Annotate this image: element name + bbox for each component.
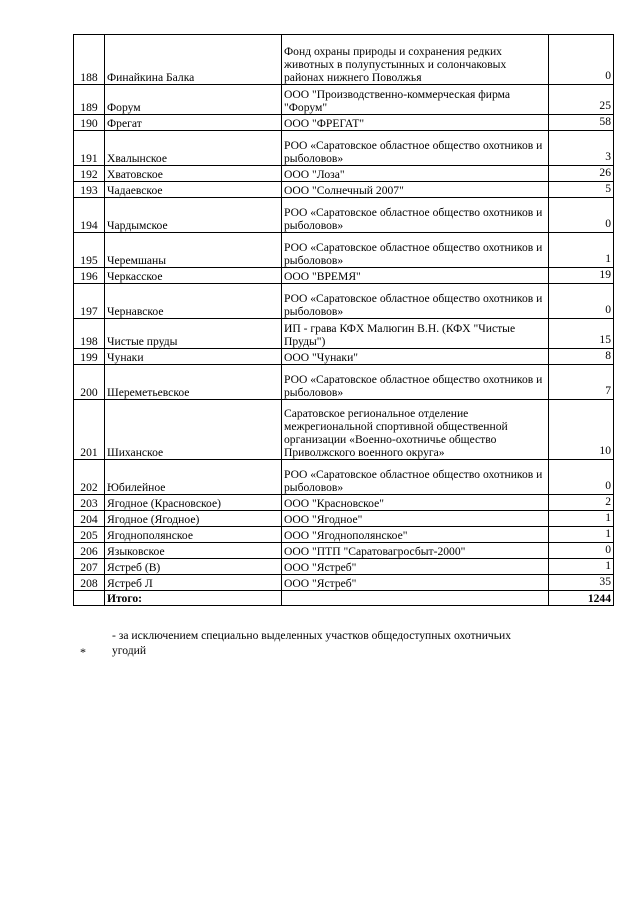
organization: ООО "Ястреб" [282,575,549,591]
count-value: 15 [599,333,611,346]
organization: ООО "Ягодное" [282,511,549,527]
count-value: 0 [605,543,611,556]
count-value: 3 [605,150,611,163]
table-row [74,575,614,591]
row-number: 207 [74,559,105,575]
ground-name: Форум [105,85,282,115]
count-value: 7 [605,384,611,397]
count-value: 25 [599,99,611,112]
row-number: 188 [74,35,105,85]
row-number: 200 [74,365,105,400]
table-row [74,182,614,198]
organization: ООО "ВРЕМЯ" [282,268,549,284]
table-row [74,349,614,365]
table-row [74,115,614,131]
count-value: 2 [605,495,611,508]
organization: РОО «Саратовское областное общество охотников и рыболовов» [282,131,549,166]
row-number: 190 [74,115,105,131]
ground-name: Черкасское [105,268,282,284]
table-row [74,495,614,511]
count-value: 19 [599,268,611,281]
organization: ООО "Солнечный 2007" [282,182,549,198]
ground-name: Хвалынское [105,131,282,166]
ground-name: Фрегат [105,115,282,131]
count-value: 0 [605,303,611,316]
ground-name: Хватовское [105,166,282,182]
count-cell [549,460,614,495]
total-count: 1244 [587,591,611,605]
row-number: 205 [74,527,105,543]
count-cell [549,400,614,460]
ground-name: Чардымское [105,198,282,233]
organization: РОО «Саратовское областное общество охотников и рыболовов» [282,365,549,400]
table-row [74,527,614,543]
ground-name: Ястреб Л [105,575,282,591]
table-row [74,35,614,85]
organization: РОО «Саратовское областное общество охотников и рыболовов» [282,233,549,268]
total-row [74,591,614,606]
count-cell [549,543,614,559]
count-cell [549,182,614,198]
count-value: 10 [599,444,611,457]
count-value: 0 [605,217,611,230]
table-row [74,268,614,284]
ground-name: Ягоднополянское [105,527,282,543]
count-value: 58 [599,115,611,128]
ground-name: Чернавское [105,284,282,319]
ground-name: Финайкина Балка [105,35,282,85]
table-row [74,319,614,349]
ground-name: Чунаки [105,349,282,365]
ground-name: Черемшаны [105,233,282,268]
table-row [74,365,614,400]
organization: Фонд охраны природы и сохранения редких животных в полупустынных и солончаковых районах нижнего Поволжья [282,35,549,85]
table-row [74,131,614,166]
count-value: 1 [605,527,611,540]
table-row [74,233,614,268]
organization: ИП - грава КФХ Малюгин В.Н. (КФХ "Чистые Пруды") [282,319,549,349]
row-number: 198 [74,319,105,349]
count-value: 26 [599,166,611,179]
count-value: 1 [605,511,611,524]
row-number: 193 [74,182,105,198]
row-number: 202 [74,460,105,495]
count-cell [549,495,614,511]
organization: ООО "ФРЕГАТ" [282,115,549,131]
row-number: 206 [74,543,105,559]
hunting-grounds-table [73,34,614,606]
footnote-text: - за исключением специально выделенных участков общедоступных охотничьих угодий [112,629,512,657]
count-value: 1 [605,559,611,572]
row-number: 197 [74,284,105,319]
row-number: 194 [74,198,105,233]
count-cell [549,115,614,131]
row-number: 199 [74,349,105,365]
count-value: 0 [605,69,611,82]
row-number: 195 [74,233,105,268]
ground-name: Ягодное (Ягодное) [105,511,282,527]
organization: ООО "Ягоднополянское" [282,527,549,543]
footnote-marker: * [80,645,86,659]
table-row [74,198,614,233]
count-value: 0 [605,479,611,492]
table-row [74,460,614,495]
ground-name: Языковское [105,543,282,559]
count-value: 8 [605,349,611,362]
row-number: 191 [74,131,105,166]
ground-name: Ягодное (Красновское) [105,495,282,511]
count-cell [549,85,614,115]
row-number: 208 [74,575,105,591]
count-cell [549,131,614,166]
ground-name: Чистые пруды [105,319,282,349]
table-row [74,543,614,559]
total-label: Итого: [105,591,282,606]
row-number: 192 [74,166,105,182]
count-cell [549,319,614,349]
organization: ООО "ПТП "Саратовагросбыт-2000" [282,543,549,559]
count-cell [549,527,614,543]
count-value: 1 [605,252,611,265]
organization: РОО «Саратовское областное общество охотников и рыболовов» [282,460,549,495]
table-row [74,511,614,527]
row-number: 204 [74,511,105,527]
count-cell [549,166,614,182]
total-num-cell [74,591,105,606]
table-body [74,35,614,606]
organization: Саратовское региональное отделение межрегиональной спортивной общественной организации «Военно-охотничье общество Приволжского военного округа» [282,400,549,460]
count-cell [549,233,614,268]
ground-name: Ястреб (В) [105,559,282,575]
table-row [74,559,614,575]
count-cell [549,365,614,400]
total-count-cell [549,591,614,606]
row-number: 203 [74,495,105,511]
table-row [74,400,614,460]
organization: ООО "Ястреб" [282,559,549,575]
table-row [74,284,614,319]
count-cell [549,35,614,85]
row-number: 201 [74,400,105,460]
ground-name: Юбилейное [105,460,282,495]
total-org-cell [282,591,549,606]
row-number: 196 [74,268,105,284]
count-value: 5 [605,182,611,195]
organization: ООО "Производственно-коммерческая фирма "Форум" [282,85,549,115]
table-row [74,166,614,182]
table-row [74,85,614,115]
ground-name: Чадаевское [105,182,282,198]
count-cell [549,268,614,284]
organization: РОО «Саратовское областное общество охотников и рыболовов» [282,198,549,233]
organization: РОО «Саратовское областное общество охотников и рыболовов» [282,284,549,319]
count-cell [549,559,614,575]
count-cell [549,575,614,591]
count-cell [549,284,614,319]
count-value: 35 [599,575,611,588]
count-cell [549,349,614,365]
ground-name: Шиханское [105,400,282,460]
organization: ООО "Лоза" [282,166,549,182]
organization: ООО "Красновское" [282,495,549,511]
row-number: 189 [74,85,105,115]
ground-name: Шереметьевское [105,365,282,400]
organization: ООО "Чунаки" [282,349,549,365]
count-cell [549,511,614,527]
count-cell [549,198,614,233]
